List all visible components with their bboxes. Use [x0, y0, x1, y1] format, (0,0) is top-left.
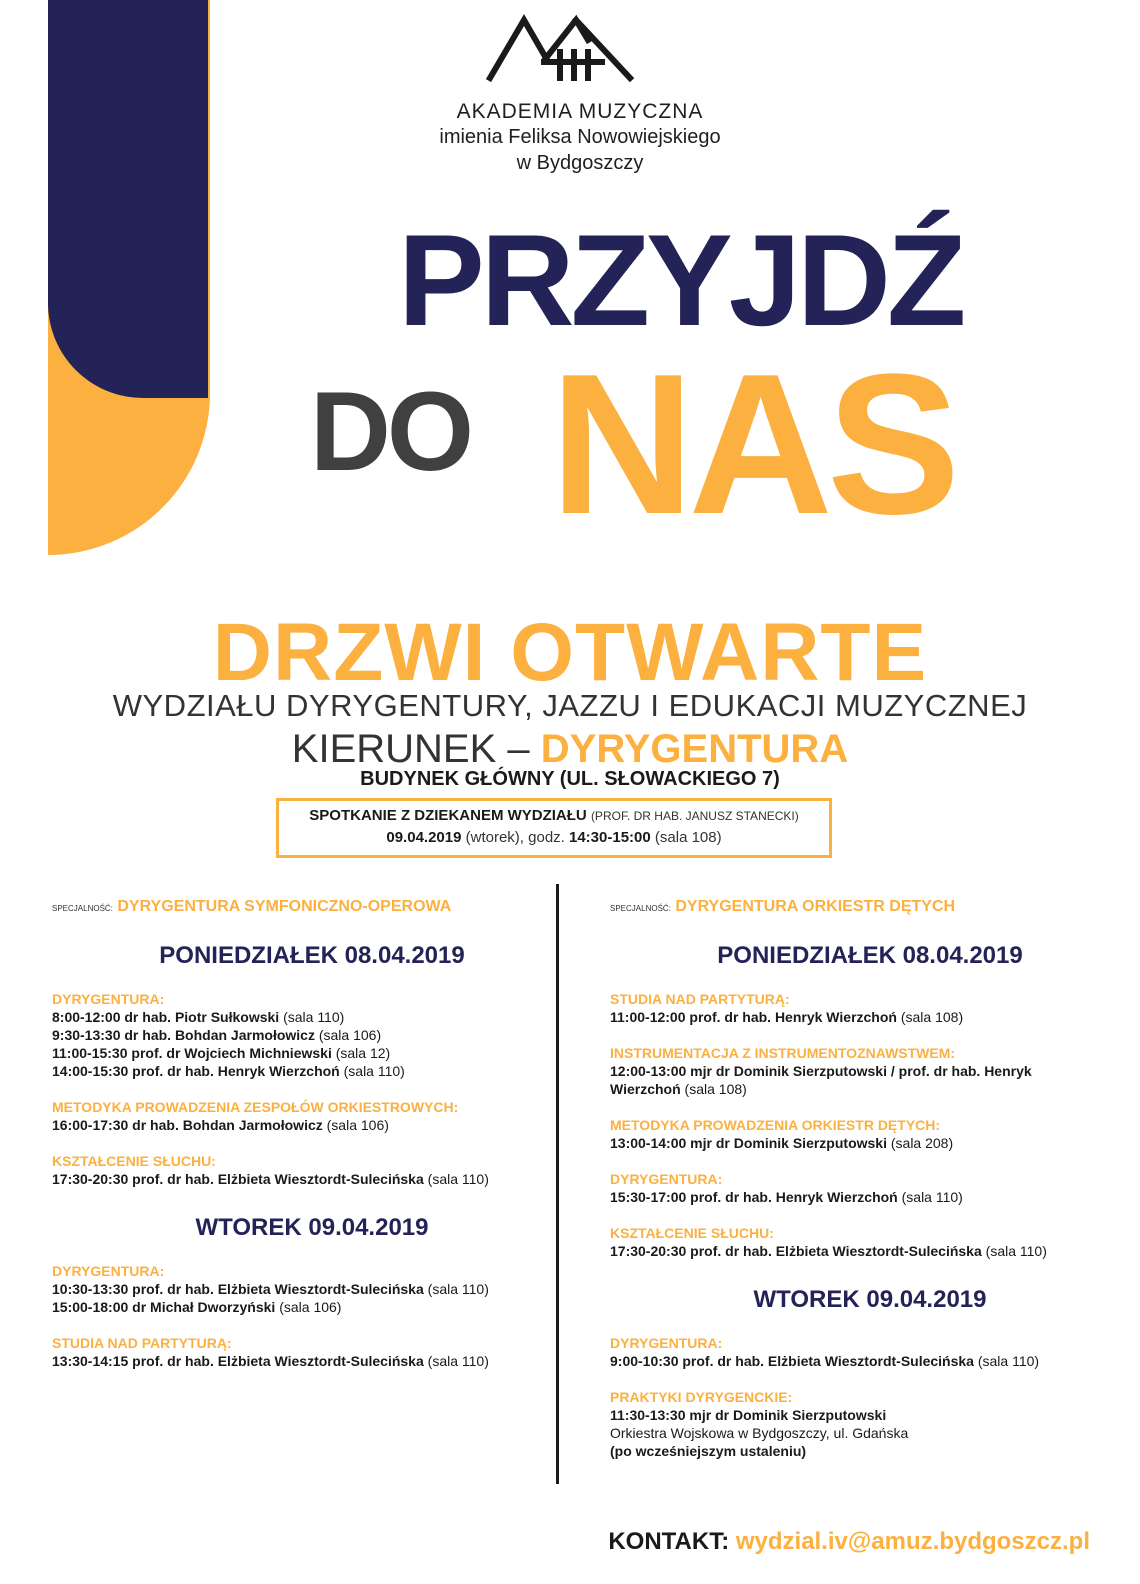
section-title: METODYKA PROWADZENIA ZESPOŁÓW ORKIESTROWYCH: — [52, 1099, 459, 1115]
section-title: KSZTAŁCENIE SŁUCHU: — [52, 1153, 216, 1169]
hero-nas: NAS — [550, 333, 955, 556]
line-text: 15:00-18:00 dr Michał Dworzyński — [52, 1299, 276, 1315]
line-text: 12:00-13:00 mjr dr Dominik Sierzputowski / prof. dr hab. Henryk — [610, 1063, 1032, 1079]
schedule-line — [610, 1424, 1130, 1442]
institution-line: imienia Feliksa Nowowiejskiego — [439, 126, 721, 148]
contact — [608, 1528, 1090, 1556]
schedule-section — [610, 1170, 1130, 1206]
line-detail: (sala 110) — [343, 1063, 405, 1079]
specialization — [610, 898, 1130, 916]
line-text: 11:00-15:30 prof. dr Wojciech Michniewski — [52, 1045, 332, 1061]
day-heading: WTOREK 09.04.2019 — [195, 1214, 429, 1241]
section-title: METODYKA PROWADZENIA ORKIESTR DĘTYCH: — [610, 1117, 941, 1133]
line-detail: (sala 110) — [985, 1243, 1047, 1259]
line-detail: (sala 12) — [335, 1045, 391, 1061]
institution-name — [380, 100, 780, 176]
schedule-section — [610, 1388, 1130, 1460]
main-title: DRZWI OTWARTE — [212, 607, 928, 698]
decorative-navy-shape — [48, 0, 208, 398]
line-text: 11:00-12:00 prof. dr hab. Henryk Wierzchoń — [610, 1009, 897, 1025]
schedule-section — [610, 990, 1130, 1026]
specialization-name: DYRYGENTURA SYMFONICZNO-OPEROWA — [117, 898, 452, 915]
line-detail: (sala 110) — [427, 1353, 489, 1369]
schedule-line — [52, 1298, 572, 1316]
schedule-line — [52, 1044, 572, 1062]
institution-line: AKADEMIA MUZYCZNA — [456, 100, 704, 123]
line-detail: (sala 110) — [283, 1009, 345, 1025]
section-title: DYRYGENTURA: — [610, 1171, 723, 1187]
line-text: 8:00-12:00 dr hab. Piotr Sułkowski — [52, 1009, 280, 1025]
schedule-line — [610, 1008, 1130, 1026]
faculty-subtitle: WYDZIAŁU DYRYGENTURY, JAZZU I EDUKACJI MUZYCZNEJ — [112, 688, 1028, 723]
schedule-line — [610, 1134, 1130, 1152]
schedule-line — [52, 1280, 572, 1298]
line-detail: (sala 110) — [427, 1281, 489, 1297]
line-text: 11:30-13:30 mjr dr Dominik Sierzputowski — [610, 1407, 887, 1423]
meeting-date: 09.04.2019 — [386, 829, 462, 846]
schedule-line — [610, 1080, 1130, 1098]
contact-email[interactable]: wydzial.iv@amuz.bydgoszcz.pl — [735, 1528, 1090, 1555]
line-text: 17:30-20:30 prof. dr hab. Elżbieta Wiesztordt-Sulecińska — [52, 1171, 424, 1187]
schedule-line — [610, 1442, 1130, 1460]
schedule-line — [610, 1406, 1130, 1424]
schedule-section — [610, 1116, 1130, 1152]
section-title: DYRYGENTURA: — [610, 1335, 723, 1351]
line-detail: (sala 110) — [427, 1171, 489, 1187]
line-detail: (sala 106) — [279, 1299, 342, 1315]
schedule-line — [52, 1026, 572, 1044]
field-of-study — [0, 726, 1140, 772]
section-title: DYRYGENTURA: — [52, 991, 165, 1007]
section-title: PRAKTYKI DYRYGENCKIE: — [610, 1389, 793, 1405]
section-title: KSZTAŁCENIE SŁUCHU: — [610, 1225, 774, 1241]
specialization-prefix: SPECJALNOŚĆ: — [610, 904, 671, 913]
meeting-room: (sala 108) — [654, 829, 722, 846]
field-value: DYRYGENTURA — [540, 727, 849, 771]
schedule-section — [52, 1098, 572, 1134]
section-title: STUDIA NAD PARTYTURĄ: — [52, 1335, 232, 1351]
line-text: Wierzchoń — [610, 1081, 681, 1097]
day-heading: PONIEDZIAŁEK 08.04.2019 — [717, 942, 1023, 969]
section-title: INSTRUMENTACJA Z INSTRUMENTOZNAWSTWEM: — [610, 1045, 956, 1061]
hero-przyjdz: PRZYJDŹ — [398, 207, 963, 353]
schedule-section — [52, 1152, 572, 1188]
field-prefix: KIERUNEK – — [291, 727, 530, 771]
specialization-name: DYRYGENTURA ORKIESTR DĘTYCH — [675, 898, 956, 915]
specialization-prefix: SPECJALNOŚĆ: — [52, 904, 113, 913]
contact-label: KONTAKT: — [608, 1528, 730, 1555]
section-title: DYRYGENTURA: — [52, 1263, 165, 1279]
schedule-section — [52, 1334, 572, 1370]
academy-logo — [484, 12, 639, 84]
line-detail: (sala 106) — [326, 1117, 389, 1133]
day-heading: PONIEDZIAŁEK 08.04.2019 — [159, 942, 465, 969]
schedule-line — [610, 1188, 1130, 1206]
schedule-line — [52, 1008, 572, 1026]
schedule-line — [610, 1352, 1130, 1370]
line-text: (po wcześniejszym ustaleniu) — [610, 1443, 807, 1459]
day-heading: WTOREK 09.04.2019 — [753, 1286, 987, 1313]
schedule-section — [52, 1262, 572, 1316]
line-text: 9:30-13:30 dr hab. Bohdan Jarmołowicz — [52, 1027, 315, 1043]
decorative-white-cut — [210, 0, 292, 310]
hero-do: DO — [310, 369, 470, 494]
dean-meeting-box — [276, 798, 832, 858]
line-text: 9:00-10:30 prof. dr hab. Elżbieta Wiesztordt-Sulecińska — [610, 1353, 974, 1369]
line-text: 15:30-17:00 prof. dr hab. Henryk Wierzchoń — [610, 1189, 898, 1205]
schedule-section — [52, 990, 572, 1080]
meeting-time: 14:30-15:00 — [569, 829, 651, 846]
meeting-person: (PROF. DR HAB. JANUSZ STANECKI) — [590, 809, 799, 823]
institution-line: w Bydgoszczy — [516, 152, 644, 174]
schedule-line — [52, 1170, 572, 1188]
line-text: 13:30-14:15 prof. dr hab. Elżbieta Wiesztordt-Sulecińska — [52, 1353, 424, 1369]
meeting-title: SPOTKANIE Z DZIEKANEM WYDZIAŁU — [309, 807, 587, 824]
schedule-line — [52, 1352, 572, 1370]
schedule-section — [610, 1044, 1130, 1098]
schedule-section — [610, 1334, 1130, 1370]
line-detail: (sala 110) — [977, 1353, 1040, 1369]
line-detail: (sala 106) — [318, 1027, 382, 1043]
line-text: 10:30-13:30 prof. dr hab. Elżbieta Wiesztordt-Sulecińska — [52, 1281, 424, 1297]
line-detail: Orkiestra Wojskowa w Bydgoszczy, ul. Gdańska — [610, 1425, 909, 1441]
schedule-line — [52, 1116, 572, 1134]
line-text: 17:30-20:30 prof. dr hab. Elżbieta Wiesztordt-Sulecińska — [610, 1243, 982, 1259]
line-text: 13:00-14:00 mjr dr Dominik Sierzputowski — [610, 1135, 887, 1151]
line-text: 14:00-15:30 prof. dr hab. Henryk Wierzchoń — [52, 1063, 340, 1079]
schedule-left-column — [52, 898, 572, 1388]
building-address: BUDYNEK GŁÓWNY (UL. SŁOWACKIEGO 7) — [360, 768, 780, 790]
line-detail: (sala 108) — [900, 1009, 964, 1025]
schedule-line — [610, 1242, 1130, 1260]
schedule-section — [610, 1224, 1130, 1260]
line-text: 16:00-17:30 dr hab. Bohdan Jarmołowicz — [52, 1117, 323, 1133]
schedule-line — [610, 1062, 1130, 1080]
section-title: STUDIA NAD PARTYTURĄ: — [610, 991, 790, 1007]
line-detail: (sala 208) — [890, 1135, 954, 1151]
schedule-line — [52, 1062, 572, 1080]
meeting-weekday: (wtorek), godz. — [465, 829, 565, 846]
schedule-right-column — [610, 898, 1130, 1478]
line-detail: (sala 110) — [901, 1189, 963, 1205]
line-detail: (sala 108) — [684, 1081, 747, 1097]
specialization — [52, 898, 572, 916]
